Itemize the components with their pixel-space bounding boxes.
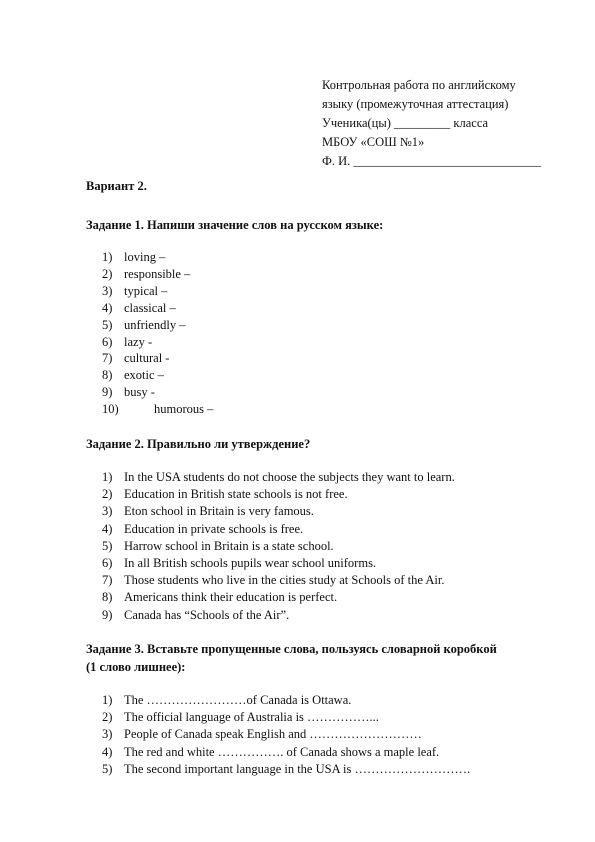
list-item: 1) loving – (102, 250, 166, 264)
header-title-line1: Контрольная работа по английскому (322, 78, 516, 92)
list-item: 9) busy - (102, 385, 155, 400)
list-item: 10) humorous – (102, 402, 214, 417)
list-item: 3) Eton school in Britain is very famous. (102, 504, 314, 519)
list-item: 6) In all British schools pupils wear school uniforms. (102, 556, 377, 571)
list-item: 7) cultural - (102, 351, 170, 366)
list-item: 8) exotic – (102, 368, 164, 383)
task3-title (86, 641, 497, 676)
task1-title: Задание 1. Напиши значение слов на русском языке: (86, 218, 384, 232)
task3-title-line2: (1 слово лишнее): (86, 659, 186, 674)
list-item: 2) Education in British state schools is not free. (102, 487, 348, 502)
header-title-line2: языку (промежуточная аттестация) (322, 97, 509, 111)
list-item: 2) responsible – (102, 266, 191, 281)
list-item: 5) Harrow school in Britain is a state school. (102, 538, 334, 553)
task1-list (102, 249, 213, 418)
list-item: 5) The second important language in the USA is ………………………. (102, 761, 471, 776)
list-item: 2) The official language of Australia is ……………... (102, 710, 379, 725)
list-item: 6) lazy - (102, 334, 153, 349)
header-student-line: Ученика(цы) _________ класса (322, 116, 489, 130)
list-item: 8) Americans think their education is perfect. (102, 590, 338, 605)
list-item: 3) typical – (102, 283, 168, 298)
task2-list (102, 469, 455, 624)
list-item: 3) People of Canada speak English and ……………………… (102, 727, 422, 742)
list-item: 4) The red and white ……………. of Canada shows a maple leaf. (102, 744, 440, 759)
list-item: 4) Education in private schools is free. (102, 521, 304, 536)
task3-list (102, 692, 470, 778)
variant-label: Вариант 2. (86, 179, 147, 193)
list-item: 7) Those students who live in the cities study at Schools of the Air. (102, 573, 445, 588)
header-school-line: МБОУ «СОШ №1» (322, 135, 425, 149)
task3-title-line1: Задание 3. Вставьте пропущенные слова, пользуясь словарной коробкой (86, 642, 497, 656)
list-item: 5) unfriendly – (102, 317, 186, 332)
header-block (322, 76, 562, 171)
list-item: 4) classical – (102, 300, 176, 315)
list-item: 1) The ……………………of Canada is Ottawa. (102, 693, 352, 707)
list-item: 9) Canada has “Schools of the Air”. (102, 607, 290, 622)
header-name-line: Ф. И. ______________________________ (322, 154, 541, 168)
task2-title: Задание 2. Правильно ли утверждение? (86, 437, 311, 451)
list-item: 1) In the USA students do not choose the subjects they want to learn. (102, 470, 455, 484)
